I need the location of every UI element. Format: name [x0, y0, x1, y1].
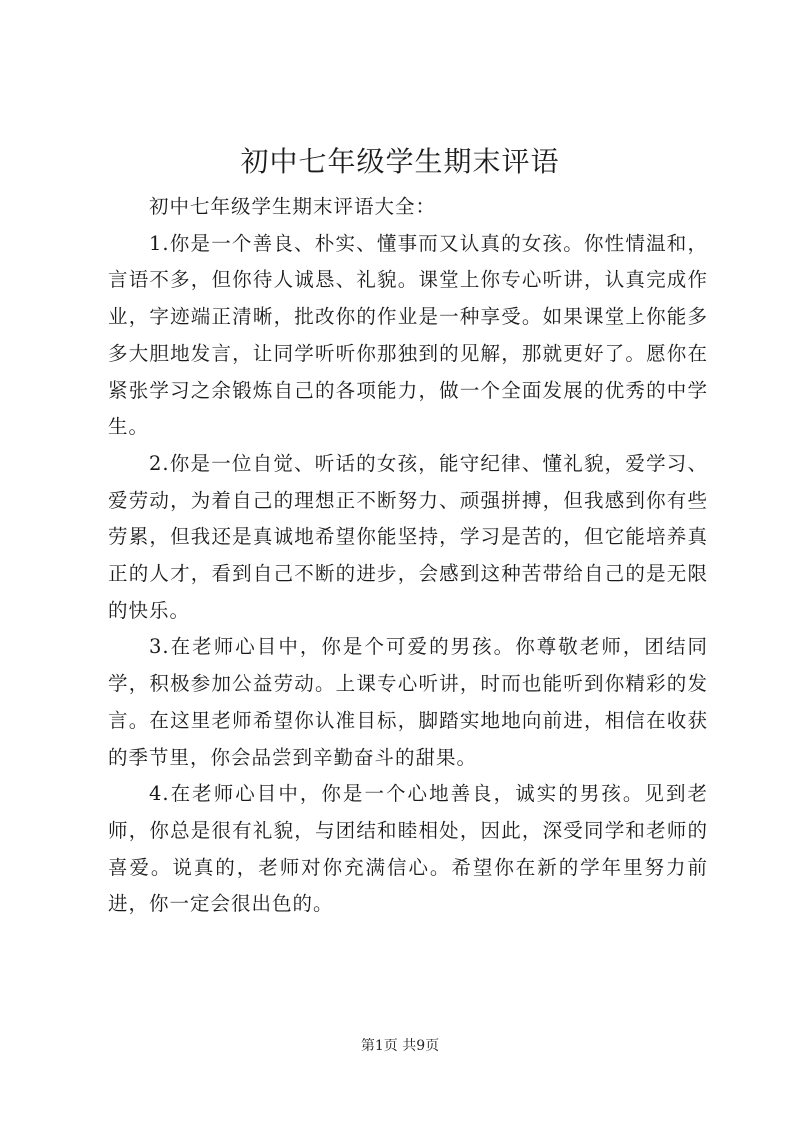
page-number-footer: 第1页 共9页 — [360, 1038, 440, 1054]
document-title: 初中七年级学生期末评语 — [240, 145, 560, 178]
paragraph-comment-4: 4.在老师心目中，你是一个心地善良，诚实的男孩。见到老师，你总是很有礼貌，与团结和睦相处，因此，深受同学和老师的喜爱。说真的，老师对你充满信心。希望你在新的学年里努力前进，你一定会很出色的。 — [108, 782, 708, 916]
paragraph-intro: 初中七年级学生期末评语大全： — [149, 195, 437, 218]
document-body — [108, 189, 708, 923]
paragraph-comment-3: 3.在老师心目中，你是个可爱的男孩。你尊敬老师，团结同学，积极参加公益劳动。上课专心听讲，时而也能听到你精彩的发言。在这里老师希望你认准目标，脚踏实地地向前进，相信在收获的季节里，你会品尝到辛勤奋斗的甜果。 — [108, 635, 708, 769]
paragraph-comment-1: 1.你是一个善良、朴实、懂事而又认真的女孩。你性情温和，言语不多，但你待人诚恳、礼貌。课堂上你专心听讲，认真完成作业，字迹端正清晰，批改你的作业是一种享受。如果课堂上你能多多大胆地发言，让同学听听你那独到的见解，那就更好了。愿你在紧张学习之余锻炼自己的各项能力，做一个全面发展的优秀的中学生。 — [108, 231, 708, 439]
paragraph-comment-2: 2.你是一位自觉、听话的女孩，能守纪律、懂礼貌，爱学习、爱劳动，为着自己的理想正不断努力、顽强拼搏，但我感到你有些劳累，但我还是真诚地希望你能坚持，学习是苦的，但它能培养真正的人才，看到自己不断的进步，会感到这种苦带给自己的是无限的快乐。 — [108, 451, 708, 622]
